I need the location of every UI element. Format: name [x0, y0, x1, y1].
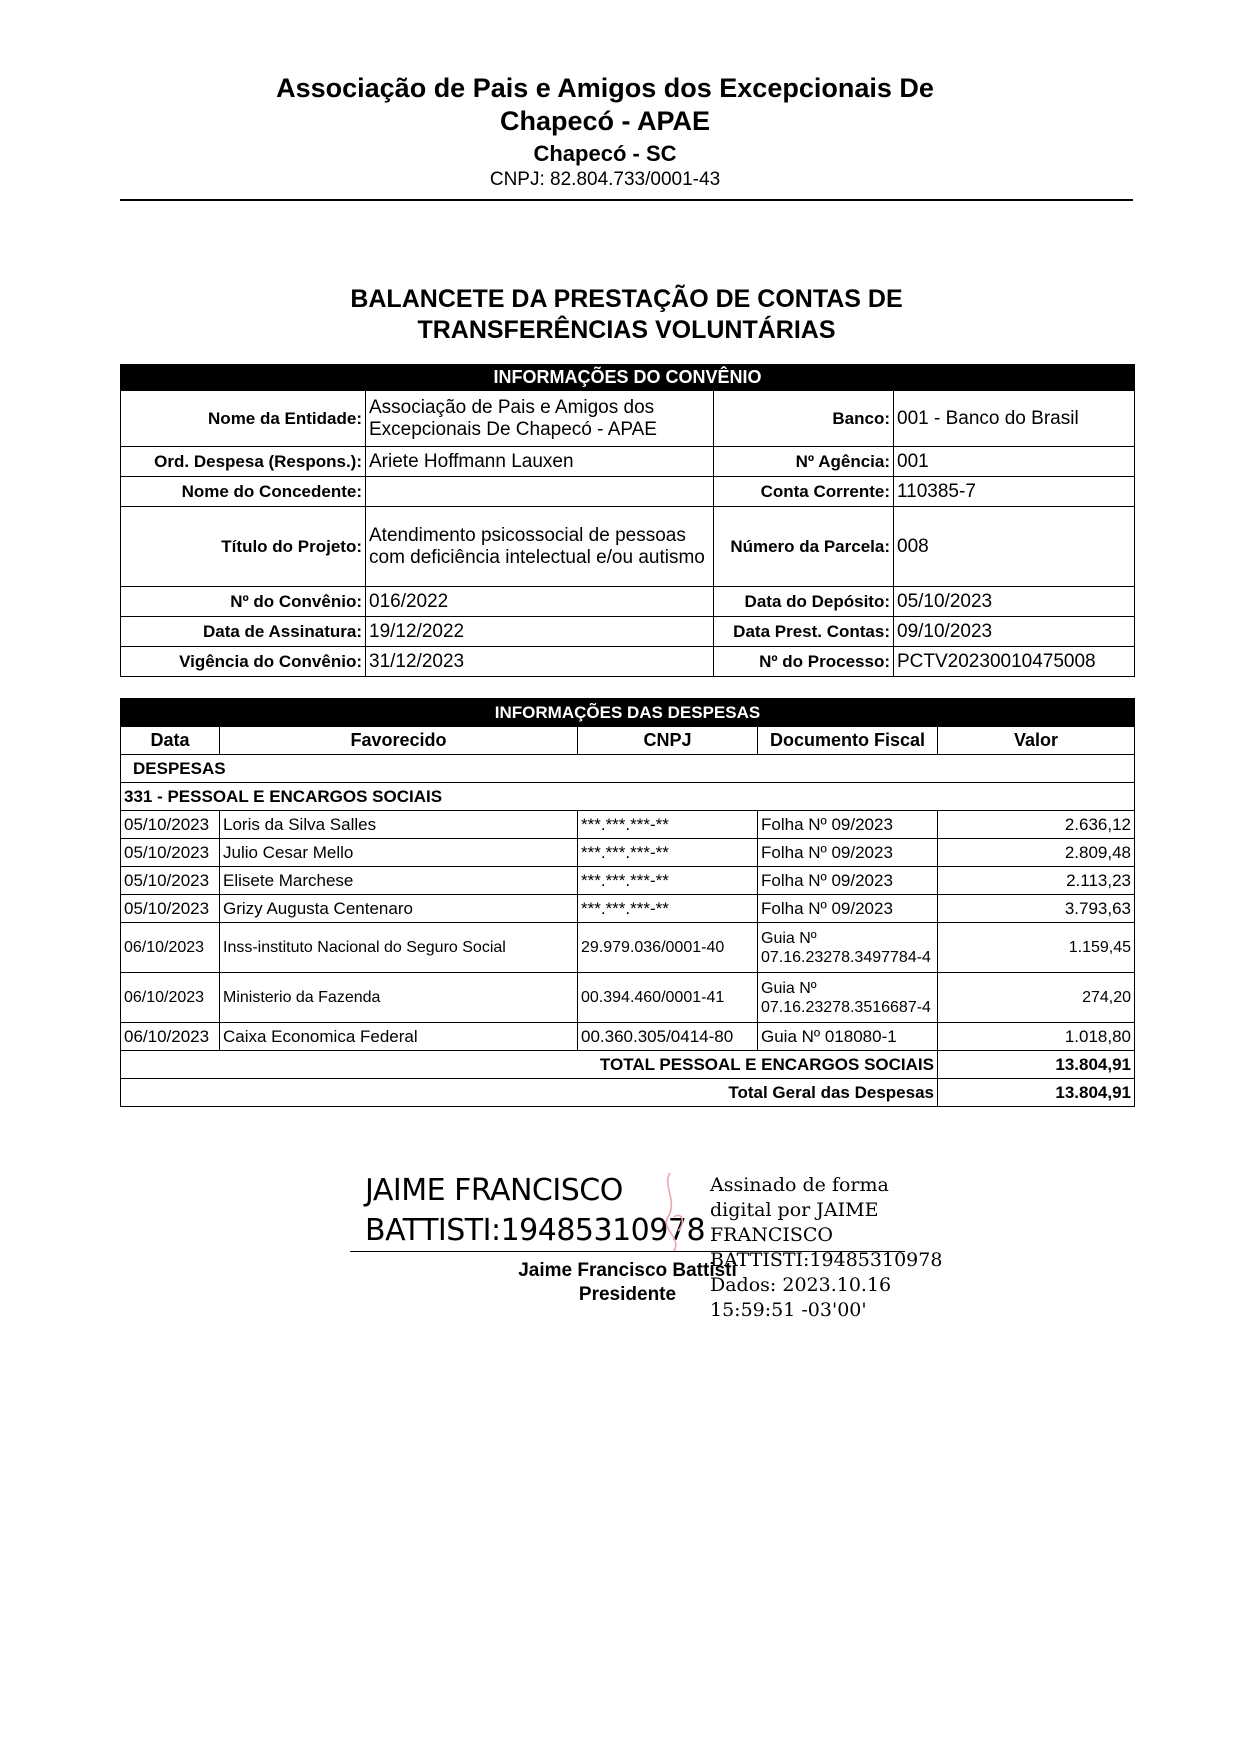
- table-row: [121, 923, 1135, 973]
- cell-valor: 1.159,45: [938, 923, 1135, 973]
- cell-documento: Folha Nº 09/2023: [758, 867, 938, 895]
- table-row: [121, 839, 1135, 867]
- convenio-value: 008: [894, 507, 1135, 587]
- convenio-label: Data do Depósito:: [714, 587, 894, 617]
- convenio-value: [366, 477, 714, 507]
- cell-favorecido: Ministerio da Fazenda: [220, 973, 578, 1023]
- convenio-value: 05/10/2023: [894, 587, 1135, 617]
- column-header-valor: Valor: [938, 727, 1135, 755]
- signature-line: [350, 1251, 905, 1252]
- convenio-label: Conta Corrente:: [714, 477, 894, 507]
- signature-mark-icon: [656, 1171, 690, 1255]
- cell-data: 05/10/2023: [121, 867, 220, 895]
- convenio-info-table: [120, 364, 1135, 677]
- cell-favorecido: Caixa Economica Federal: [220, 1023, 578, 1051]
- despesas-table: [120, 698, 1135, 1107]
- signer-name: Jaime Francisco Battisti: [518, 1260, 737, 1281]
- signature-note: Assinado de forma digital por JAIME: [710, 1174, 889, 1221]
- total-geral-row: [121, 1079, 1135, 1107]
- cell-favorecido: Grizy Augusta Centenaro: [220, 895, 578, 923]
- convenio-label: Nº Agência:: [714, 447, 894, 477]
- signer-role: Presidente: [578, 1284, 677, 1305]
- total-category-row: [121, 1051, 1135, 1079]
- group-label: DESPESAS: [121, 755, 1135, 783]
- organization-city: Chapecó - SC: [533, 141, 677, 166]
- convenio-value: 31/12/2023: [366, 647, 714, 677]
- convenio-value: 016/2022: [366, 587, 714, 617]
- header-divider: [120, 199, 1133, 201]
- cell-documento: Guia Nº 018080-1: [758, 1023, 938, 1051]
- cell-cnpj: 29.979.036/0001-40: [578, 923, 758, 973]
- convenio-label: Data Prest. Contas:: [714, 617, 894, 647]
- cell-favorecido: Julio Cesar Mello: [220, 839, 578, 867]
- cell-documento: Folha Nº 09/2023: [758, 811, 938, 839]
- convenio-label: Nº do Convênio:: [121, 587, 366, 617]
- cell-data: 05/10/2023: [121, 895, 220, 923]
- cell-cnpj: ***.***.***-**: [578, 867, 758, 895]
- convenio-label: Banco:: [714, 391, 894, 447]
- table-row: [121, 895, 1135, 923]
- cell-data: 06/10/2023: [121, 1023, 220, 1051]
- cell-cnpj: ***.***.***-**: [578, 895, 758, 923]
- document-header: [0, 72, 1210, 192]
- cell-data: 05/10/2023: [121, 839, 220, 867]
- cell-data: 06/10/2023: [121, 973, 220, 1023]
- convenio-value: 09/10/2023: [894, 617, 1135, 647]
- convenio-value: 001: [894, 447, 1135, 477]
- column-header-cnpj: CNPJ: [578, 727, 758, 755]
- total-category-label: TOTAL PESSOAL E ENCARGOS SOCIAIS: [121, 1051, 938, 1079]
- convenio-value: 001 - Banco do Brasil: [894, 391, 1135, 447]
- convenio-label: Nº do Processo:: [714, 647, 894, 677]
- cell-valor: 3.793,63: [938, 895, 1135, 923]
- convenio-value: Associação de Pais e Amigos dos Excepcionais De Chapecó - APAE: [366, 391, 714, 447]
- cell-valor: 274,20: [938, 973, 1135, 1023]
- cell-cnpj: 00.394.460/0001-41: [578, 973, 758, 1023]
- convenio-label: Data de Assinatura:: [121, 617, 366, 647]
- category-label: 331 - PESSOAL E ENCARGOS SOCIAIS: [121, 783, 1135, 811]
- despesas-section-title: INFORMAÇÕES DAS DESPESAS: [121, 699, 1135, 727]
- convenio-value: 110385-7: [894, 477, 1135, 507]
- convenio-value: Ariete Hoffmann Lauxen: [366, 447, 714, 477]
- table-row: [121, 973, 1135, 1023]
- convenio-section-title: INFORMAÇÕES DO CONVÊNIO: [121, 365, 1135, 391]
- table-row: [121, 811, 1135, 839]
- total-category-value: 13.804,91: [938, 1051, 1135, 1079]
- convenio-label: Ord. Despesa (Respons.):: [121, 447, 366, 477]
- convenio-label: Título do Projeto:: [121, 507, 366, 587]
- cell-data: 06/10/2023: [121, 923, 220, 973]
- cell-data: 05/10/2023: [121, 811, 220, 839]
- cell-favorecido: Inss-instituto Nacional do Seguro Social: [220, 923, 578, 973]
- document-title: BALANCETE DA PRESTAÇÃO DE CONTAS DE TRANSFERÊNCIAS VOLUNTÁRIAS: [350, 285, 903, 344]
- total-geral-value: 13.804,91: [938, 1079, 1135, 1107]
- column-header-documento: Documento Fiscal: [758, 727, 938, 755]
- signature-note: FRANCISCO BATTISTI:19485310978: [710, 1224, 943, 1271]
- cell-cnpj: 00.360.305/0414-80: [578, 1023, 758, 1051]
- cell-cnpj: ***.***.***-**: [578, 811, 758, 839]
- cell-valor: 2.809,48: [938, 839, 1135, 867]
- cell-documento: Folha Nº 09/2023: [758, 895, 938, 923]
- cell-documento: Guia Nº 07.16.23278.3497784-4: [758, 923, 938, 973]
- organization-cnpj: CNPJ: 82.804.733/0001-43: [489, 169, 721, 190]
- cell-valor: 2.113,23: [938, 867, 1135, 895]
- cell-valor: 2.636,12: [938, 811, 1135, 839]
- convenio-value: 19/12/2022: [366, 617, 714, 647]
- total-geral-label: Total Geral das Despesas: [121, 1079, 938, 1107]
- cell-documento: Guia Nº 07.16.23278.3516687-4: [758, 973, 938, 1023]
- cell-cnpj: ***.***.***-**: [578, 839, 758, 867]
- cell-valor: 1.018,80: [938, 1023, 1135, 1051]
- convenio-label: Nome do Concedente:: [121, 477, 366, 507]
- cell-favorecido: Loris da Silva Salles: [220, 811, 578, 839]
- column-header-data: Data: [121, 727, 220, 755]
- cell-favorecido: Elisete Marchese: [220, 867, 578, 895]
- convenio-value: PCTV20230010475008: [894, 647, 1135, 677]
- cell-documento: Folha Nº 09/2023: [758, 839, 938, 867]
- organization-name: Associação de Pais e Amigos dos Excepcionais De Chapecó - APAE: [276, 73, 934, 136]
- convenio-label: Vigência do Convênio:: [121, 647, 366, 677]
- table-row: [121, 1023, 1135, 1051]
- convenio-label: Número da Parcela:: [714, 507, 894, 587]
- column-header-favorecido: Favorecido: [220, 727, 578, 755]
- table-row: [121, 867, 1135, 895]
- convenio-label: Nome da Entidade:: [121, 391, 366, 447]
- convenio-value: Atendimento psicossocial de pessoas com deficiência intelectual e/ou autismo: [366, 507, 714, 587]
- signature-timestamp: Dados: 2023.10.16 15:59:51 -03'00': [710, 1274, 892, 1321]
- digital-signature-name: JAIME FRANCISCO BATTISTI:19485310978: [365, 1173, 706, 1248]
- table-header-row: [121, 727, 1135, 755]
- signer-block: [350, 1259, 905, 1307]
